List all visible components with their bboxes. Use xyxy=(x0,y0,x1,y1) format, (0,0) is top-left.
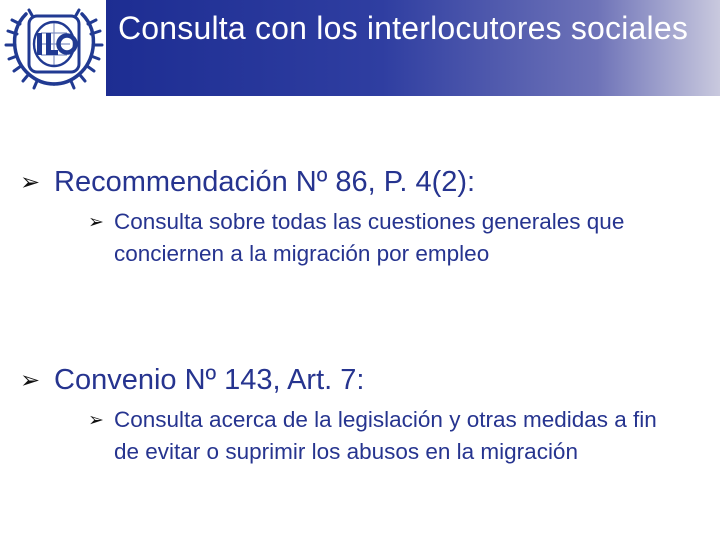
bullet-convention-sub xyxy=(88,404,688,468)
bullet-sub-text: Consulta acerca de la legislación y otras medidas a fin de evitar o suprimir los abusos en la migración xyxy=(114,407,657,464)
bullet-sub-text: Consulta sobre todas las cuestiones generales que conciernen a la migración por empleo xyxy=(114,209,625,266)
bullet-main-text: Convenio Nº 143, Art. 7: xyxy=(54,364,365,396)
slide-title: Consulta con los interlocutores sociales xyxy=(118,10,689,46)
bullet-recommendation xyxy=(20,165,700,199)
bullet-main-text: Recommendación Nº 86, P. 4(2): xyxy=(54,166,476,198)
arrow-bullet-icon: ➢ xyxy=(88,409,104,431)
arrow-bullet-icon: ➢ xyxy=(88,211,104,233)
bullet-recommendation-sub xyxy=(88,206,688,270)
bullet-convention xyxy=(20,363,700,397)
arrow-bullet-icon: ➢ xyxy=(20,366,41,394)
arrow-bullet-icon: ➢ xyxy=(20,168,41,196)
